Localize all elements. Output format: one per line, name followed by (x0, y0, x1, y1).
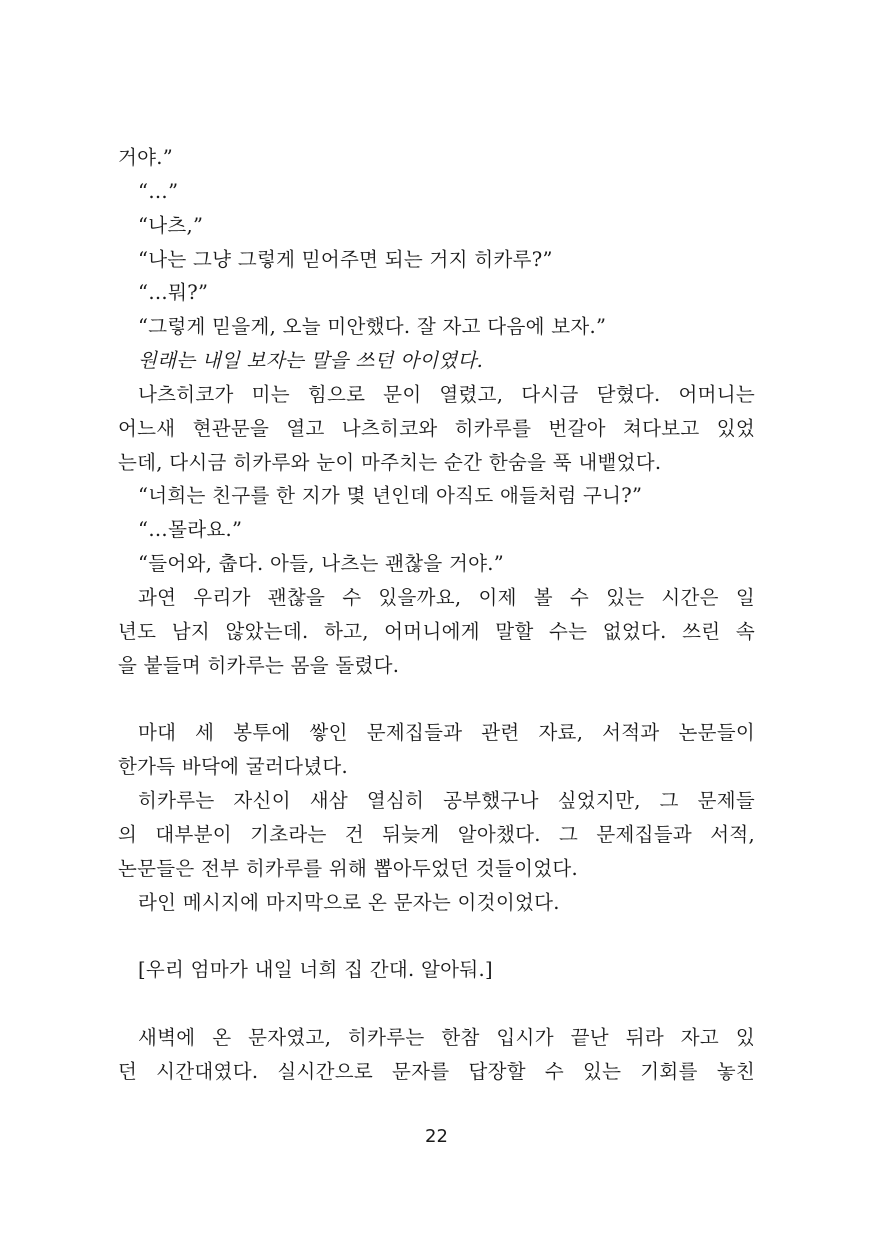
paragraph-line: 히카루는 자신이 새삼 열심히 공부했구나 싶었지만, 그 문제들 (138, 789, 755, 813)
paragraph-line: 년도 남지 않았는데. 하고, 어머니에게 말할 수는 없었다. 쓰린 속 (118, 619, 755, 643)
paragraph-line: 논문들은 전부 히카루를 위해 뽑아두었던 것들이었다. (118, 856, 579, 880)
paragraph-line: 의 대부분이 기초라는 건 뒤늦게 알아챘다. 그 문제집들과 서적, (118, 822, 755, 846)
message-quote-line: [우리 엄마가 내일 너희 집 간대. 알아둬.] (138, 958, 493, 982)
dialogue-line: “그렇게 믿을게, 오늘 미안했다. 잘 자고 다음에 보자.” (138, 315, 607, 339)
dialogue-line: “…뭐?” (138, 281, 209, 305)
blank-line (118, 683, 755, 717)
italic-thought-line: 원래는 내일 보자는 말을 쓰던 아이였다. (138, 349, 484, 373)
paragraph-line: 어느새 현관문을 열고 나츠히코와 히카루를 번갈아 쳐다보고 있었 (118, 416, 755, 440)
paragraph-line: 새벽에 온 문자였고, 히카루는 한참 입시가 끝난 뒤라 자고 있 (138, 1025, 755, 1049)
dialogue-line: “너희는 친구를 한 지가 몇 년인데 아직도 애들처럼 구니?” (138, 484, 643, 508)
paragraph-line: 던 시간대였다. 실시간으로 문자를 답장할 수 있는 기회를 놓친 (118, 1059, 755, 1083)
paragraph-line: 는데, 다시금 히카루와 눈이 마주치는 순간 한숨을 푹 내뱉었다. (118, 450, 662, 474)
dialogue-line: “…몰라요.” (138, 518, 243, 542)
paragraph-line: 한가득 바닥에 굴러다녔다. (118, 755, 349, 779)
paragraph-line: 나츠히코가 미는 힘으로 문이 열렸고, 다시금 닫혔다. 어머니는 (138, 382, 755, 406)
page-number: 22 (425, 1126, 448, 1147)
page-body (118, 141, 755, 1089)
text-line: 거야.” (118, 146, 174, 169)
paragraph-line: 라인 메시지에 마지막으로 온 문자는 이것이었다. (138, 890, 560, 914)
paragraph-line: 마대 세 봉투에 쌓인 문제집들과 관련 자료, 서적과 논문들이 (138, 721, 755, 745)
paragraph-line: 과연 우리가 괜찮을 수 있을까요, 이제 볼 수 있는 시간은 일 (138, 585, 755, 609)
blank-line (118, 919, 755, 953)
dialogue-line: “나는 그냥 그렇게 믿어주면 되는 거지 히카루?” (138, 247, 553, 271)
dialogue-line: “나츠,” (138, 213, 204, 237)
dialogue-line: “들어와, 춥다. 아들, 나츠는 괜찮을 거야.” (138, 552, 505, 576)
blank-line (118, 987, 755, 1021)
paragraph-line: 을 붙들며 히카루는 몸을 돌렸다. (118, 653, 400, 677)
dialogue-line: “…” (138, 179, 179, 203)
